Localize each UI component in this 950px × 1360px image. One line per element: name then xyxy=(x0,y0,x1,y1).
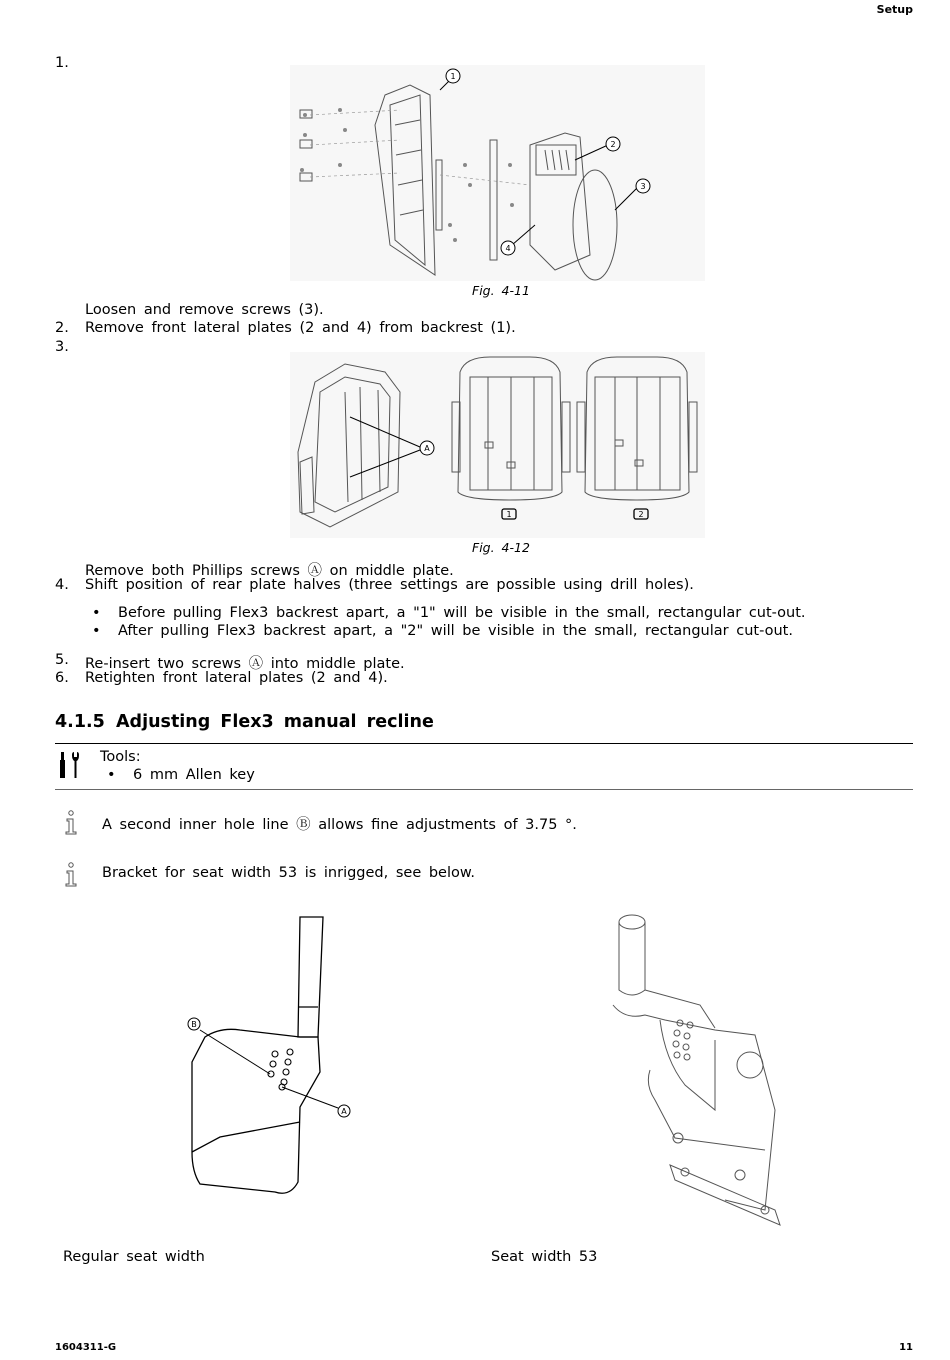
step-text: Remove front lateral plates (2 and 4) from backrest (1). xyxy=(85,320,516,336)
section-rule xyxy=(55,743,913,744)
figure-caption: Fig. 4-12 xyxy=(472,540,530,555)
step-text: Loosen and remove screws (3). xyxy=(85,302,324,318)
svg-text:1: 1 xyxy=(506,510,512,519)
step-text: Retighten front lateral plates (2 and 4). xyxy=(85,670,388,686)
page-number: 11 xyxy=(899,1342,913,1353)
note-text: Bracket for seat width 53 is inrigged, see below. xyxy=(102,865,476,881)
figure-label: Regular seat width xyxy=(63,1249,205,1265)
tools-icon xyxy=(58,752,82,778)
info-icon xyxy=(62,862,80,888)
svg-text:1: 1 xyxy=(450,72,456,81)
svg-text:A: A xyxy=(424,444,430,453)
running-header: Setup xyxy=(876,3,913,16)
note-text: A second inner hole line Ⓑ allows fine adjustments of 3.75 °. xyxy=(102,817,577,833)
step-text: Re-insert two screws Ⓐ into middle plate. xyxy=(85,656,405,672)
bullet-dot: • xyxy=(92,623,101,639)
figure-4-12 xyxy=(290,352,705,538)
step-number: 5. xyxy=(55,652,69,668)
figure-seat-width-53-bracket xyxy=(605,910,785,1240)
step-number: 1. xyxy=(55,55,69,71)
figure-label: Seat width 53 xyxy=(491,1249,598,1265)
figure-regular-seat-bracket xyxy=(180,912,380,1197)
bullet-dot: • xyxy=(107,767,116,783)
svg-text:A: A xyxy=(341,1107,347,1116)
section-number: 4.1.5 xyxy=(55,712,105,732)
document-id: 1604311-G xyxy=(55,1342,117,1353)
step-number: 6. xyxy=(55,670,69,686)
info-icon xyxy=(62,810,80,836)
svg-text:3: 3 xyxy=(640,182,646,191)
bullet-item: Before pulling Flex3 backrest apart, a "1" will be visible in the small, rectangular cut-out. xyxy=(118,605,806,621)
step-text: Remove both Phillips screws Ⓐ on middle plate. xyxy=(85,563,454,579)
step-text: Shift position of rear plate halves (three settings are possible using drill holes). xyxy=(85,577,694,593)
tools-rule xyxy=(55,789,913,790)
step-number: 2. xyxy=(55,320,69,336)
bullet-dot: • xyxy=(92,605,101,621)
figure-caption: Fig. 4-11 xyxy=(472,283,530,298)
tool-item: 6 mm Allen key xyxy=(133,767,255,783)
tools-label: Tools: xyxy=(100,749,141,765)
figure-4-11 xyxy=(290,65,705,281)
svg-text:2: 2 xyxy=(638,510,644,519)
svg-text:B: B xyxy=(191,1020,197,1029)
bullet-item: After pulling Flex3 backrest apart, a "2" will be visible in the small, rectangular cut-out. xyxy=(118,623,793,639)
svg-text:2: 2 xyxy=(610,140,616,149)
svg-text:4: 4 xyxy=(505,244,511,253)
section-title: Adjusting Flex3 manual recline xyxy=(116,712,434,732)
step-number: 4. xyxy=(55,577,69,593)
step-number: 3. xyxy=(55,339,69,355)
